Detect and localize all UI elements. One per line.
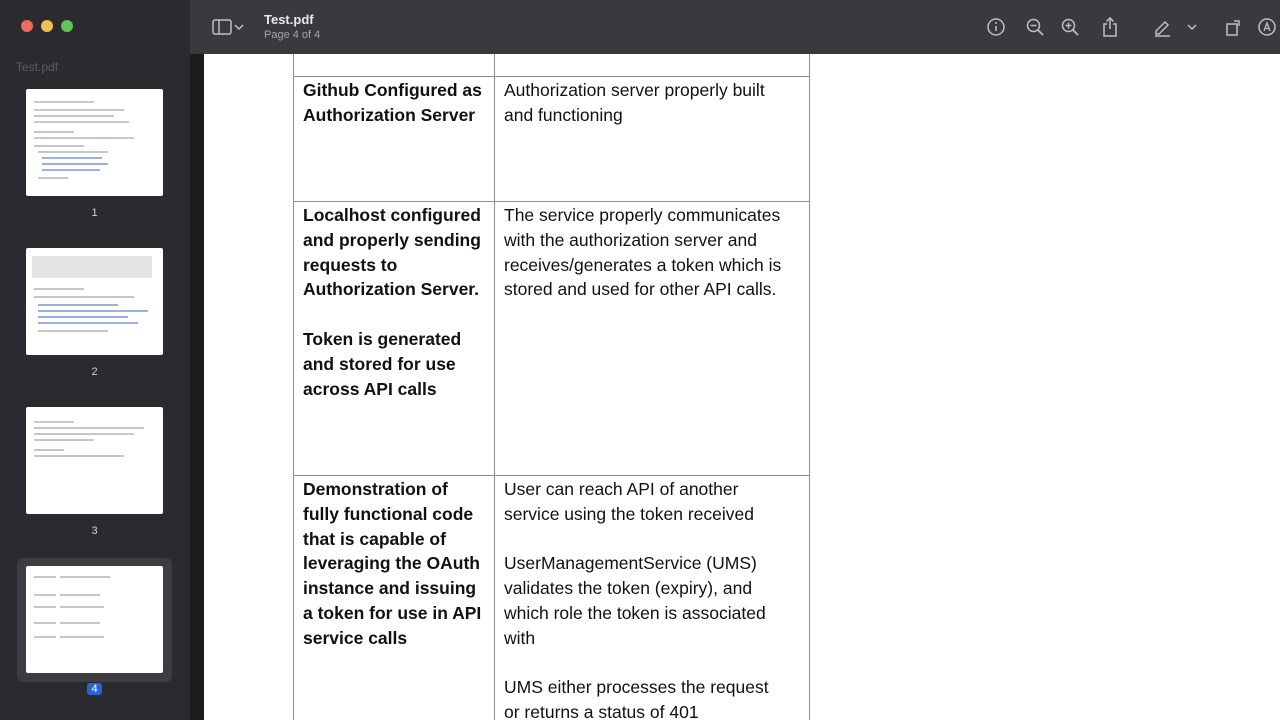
maximize-window-button[interactable] (61, 20, 73, 32)
table-row-divider (293, 475, 810, 476)
share-icon[interactable] (1097, 14, 1123, 40)
table-row-divider (293, 76, 810, 77)
document-title: Test.pdf (264, 12, 314, 27)
info-icon[interactable] (983, 14, 1009, 40)
zoom-in-icon[interactable] (1057, 14, 1083, 40)
table-column-divider (494, 54, 495, 720)
page-thumbnail-1[interactable] (26, 89, 163, 219)
criterion-cell: Demonstration of fully functional code that is capable of leveraging the OAuth instance and issuing a token for use in API service calls (303, 479, 482, 648)
minimize-window-button[interactable] (41, 20, 53, 32)
page-indicator: Page 4 of 4 (264, 29, 321, 41)
criterion-cell: Github Configured as Authorization Server (303, 80, 482, 125)
thumbnail-sidebar (0, 0, 190, 720)
page-thumbnail-4[interactable] (26, 566, 163, 695)
page-number-label: 4 (26, 683, 163, 695)
markup-pen-icon[interactable] (1149, 14, 1175, 40)
sidebar-title: Test.pdf (16, 60, 59, 74)
page-thumbnail-3[interactable] (26, 407, 163, 537)
expectation-cell: The service properly communicates with the authorization server and receives/generates a token which is stored and used for other API calls. (504, 205, 782, 300)
page-number-label: 2 (91, 366, 98, 378)
annotate-icon[interactable] (1256, 14, 1278, 40)
table-border-left (293, 54, 294, 720)
page-number-label: 3 (91, 525, 98, 537)
table-border-right (809, 54, 810, 720)
close-window-button[interactable] (21, 20, 33, 32)
table-row-divider (293, 201, 810, 202)
toolbar (190, 0, 1280, 54)
expectation-cell: User can reach API of another service using the token received UserManagementService (UMS) validates the token (expiry), and which role the token is associated with UMS either processes the request or returns a status of 401 (504, 479, 769, 720)
chevron-down-icon[interactable] (232, 14, 246, 40)
page-number-label: 1 (91, 207, 98, 219)
chevron-down-icon[interactable] (1185, 14, 1199, 40)
pdf-page (204, 54, 1280, 720)
criterion-cell: Localhost configured and properly sending requests to Authorization Server. Token is generated and stored for use across API calls (303, 205, 481, 399)
rotate-icon[interactable] (1221, 14, 1247, 40)
document-viewer[interactable] (190, 54, 1280, 720)
expectation-cell: Authorization server properly built and functioning (504, 80, 765, 125)
page-thumbnail-2[interactable] (26, 248, 163, 378)
zoom-out-icon[interactable] (1022, 14, 1048, 40)
